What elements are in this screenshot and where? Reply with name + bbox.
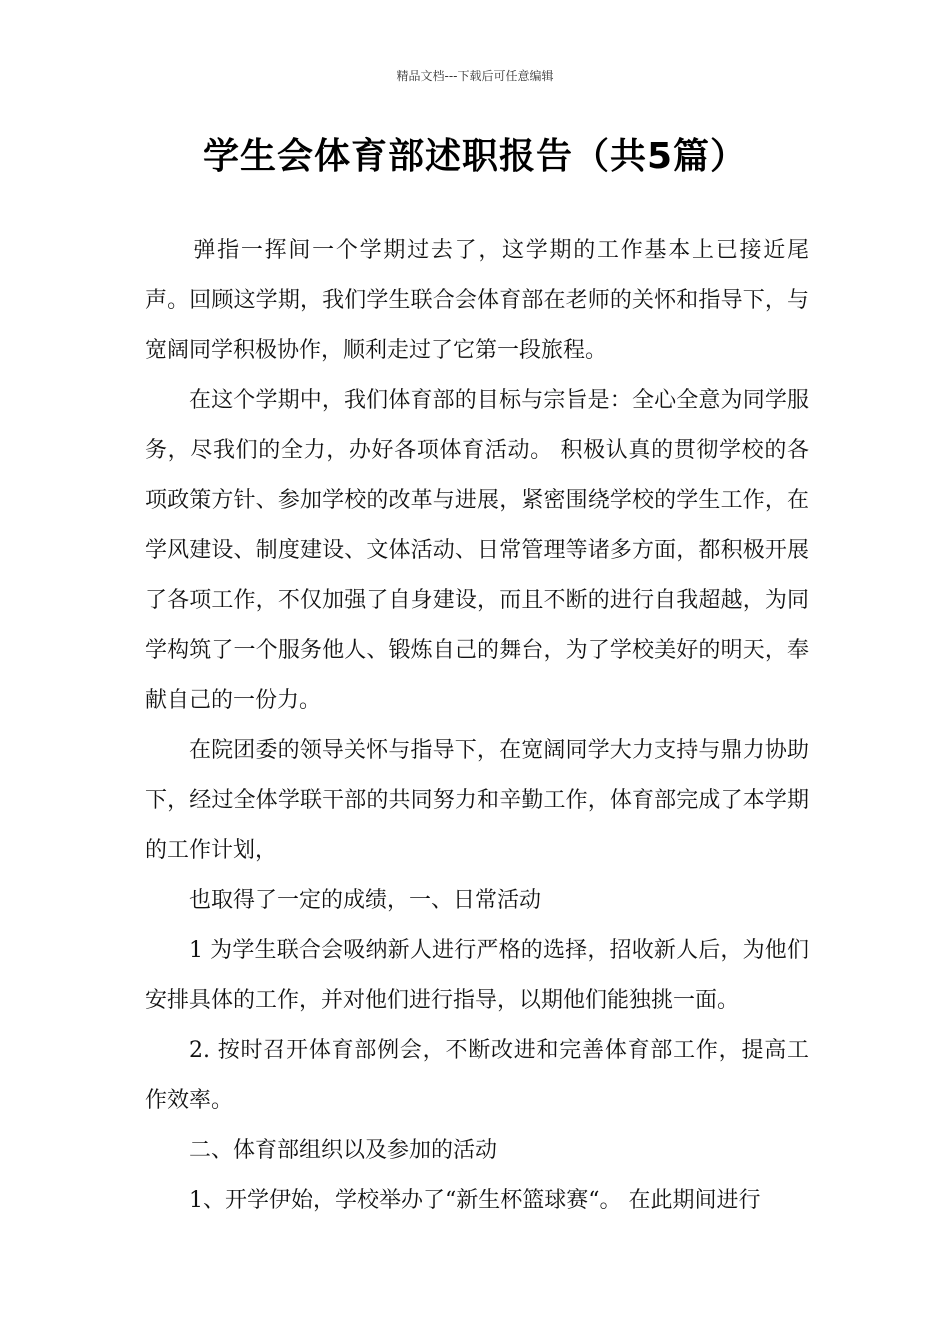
section-heading: 二、体育部组织以及参加的活动	[189, 1138, 498, 1163]
paragraph: 也取得了一定的成绩，一、日常活动	[189, 888, 542, 913]
paragraph: 在院团委的领导关怀与指导下，在宽阔同学大力支持与鼎力协助下，经过全体学联干部的共同努力和辛勤工作，体育部完成了本学期的工作计划，	[145, 738, 809, 863]
paragraph: 1、开学伊始，学校举办了“新生杯篮球赛“。 在此期间进行	[189, 1188, 761, 1213]
paragraph: 1 为学生联合会吸纳新人进行严格的选择，招收新人后，为他们安排具体的工作，并对他们进行指导，以期他们能独挑一面。	[145, 938, 809, 1013]
document-body	[145, 226, 809, 1226]
header-note: 精品文档---下载后可任意编辑	[396, 69, 554, 83]
paragraph: 在这个学期中，我们体育部的目标与宗旨是：全心全意为同学服务，尽我们的全力，办好各项体育活动。 积极认真的贯彻学校的各项政策方针、参加学校的改革与进展，紧密围绕学校的学生工作，在学风建设、制度建设、文体活动、日常管理等诸多方面，都积极开展了各项工作，不仅加强了自身建设，而且不断的进行自我超越，为同学构筑了一个服务他人、锻炼自己的舞台，为了学校美好的明天，奉献自己的一份力。	[145, 388, 809, 713]
document-title: 学生会体育部述职报告（共5篇）	[202, 136, 748, 177]
paragraph: 弹指一挥间一个学期过去了，这学期的工作基本上已接近尾声。回顾这学期，我们学生联合会体育部在老师的关怀和指导下，与宽阔同学积极协作，顺利走过了它第一段旅程。	[145, 238, 809, 363]
paragraph: 2. 按时召开体育部例会，不断改进和完善体育部工作，提高工作效率。	[145, 1038, 809, 1113]
